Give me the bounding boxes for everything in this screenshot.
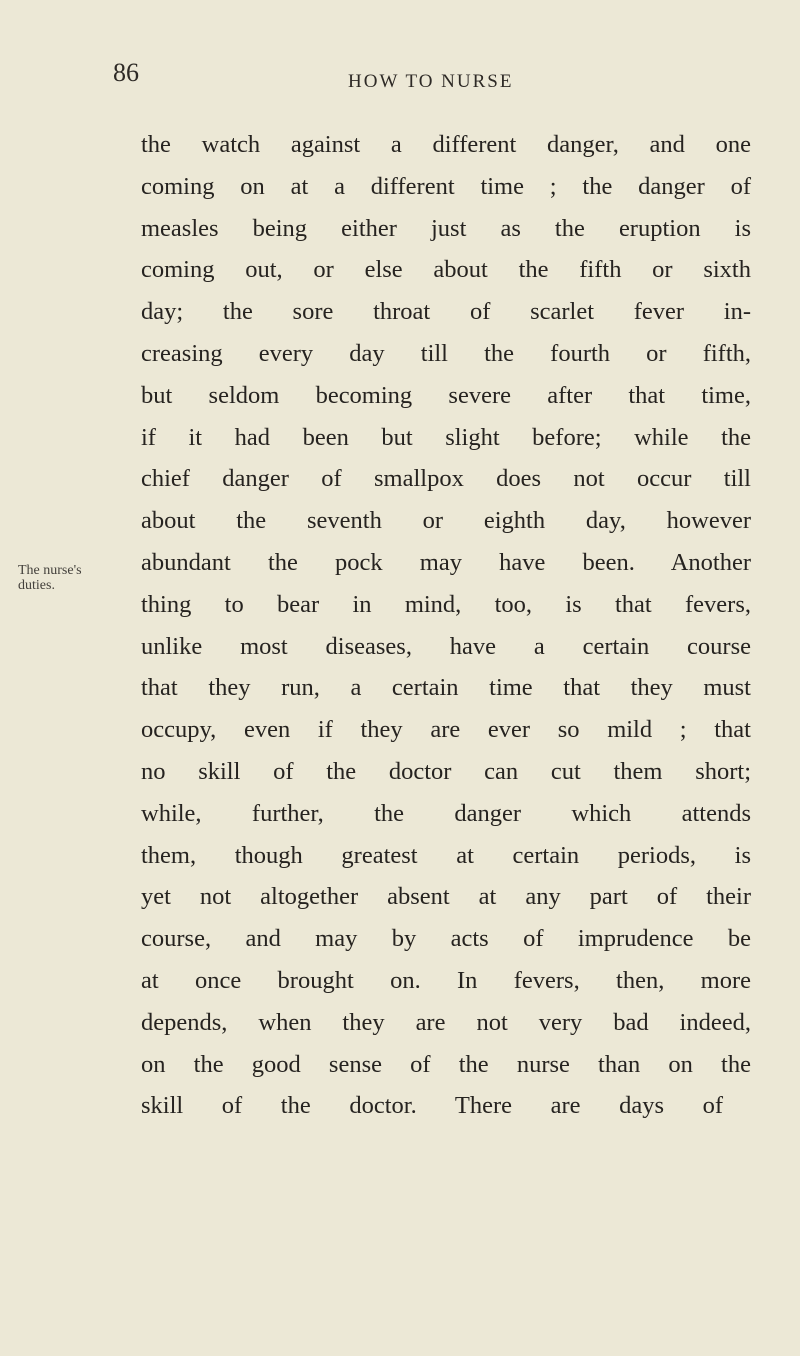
text-line: day; the sore throat of scarlet fever in- <box>141 298 751 326</box>
text-line: yet not altogether absent at any part of their <box>141 883 751 911</box>
text-line: abundant the pock may have been. Another <box>141 548 751 576</box>
marginal-note-line: duties. <box>18 578 55 593</box>
text-line: thing to bear in mind, too, is that fevers, <box>141 590 751 618</box>
marginal-note-line: The nurse's <box>18 563 82 578</box>
body-text <box>141 124 751 1127</box>
text-line: creasing every day till the fourth or fifth, <box>141 339 751 367</box>
text-line: coming on at a different time ; the danger of <box>141 172 751 200</box>
text-line: skill of the doctor. There are days of <box>141 1092 723 1120</box>
text-line: but seldom becoming severe after that time, <box>141 381 751 409</box>
text-line: if it had been but slight before; while the <box>141 423 751 451</box>
text-line: unlike most diseases, have a certain course <box>141 632 751 660</box>
text-line: no skill of the doctor can cut them short; <box>141 757 751 785</box>
marginal-note <box>18 563 126 593</box>
running-header: HOW TO NURSE <box>348 71 514 92</box>
text-line: at once brought on. In fevers, then, more <box>141 966 751 994</box>
text-line: while, further, the danger which attends <box>141 799 751 827</box>
text-line: coming out, or else about the fifth or sixth <box>141 256 751 284</box>
text-line: that they run, a certain time that they must <box>141 674 751 702</box>
text-line: depends, when they are not very bad indeed, <box>141 1008 751 1036</box>
text-line: measles being either just as the eruption is <box>141 214 751 242</box>
text-line: on the good sense of the nurse than on the <box>141 1050 751 1078</box>
text-line: them, though greatest at certain periods, is <box>141 841 751 869</box>
text-line: the watch against a different danger, and one <box>141 131 751 158</box>
text-line: occupy, even if they are ever so mild ; that <box>141 716 751 744</box>
page-number: 86 <box>113 58 139 87</box>
text-line: chief danger of smallpox does not occur till <box>141 465 751 493</box>
text-line: about the seventh or eighth day, however <box>141 507 751 535</box>
text-line: course, and may by acts of imprudence be <box>141 925 751 953</box>
